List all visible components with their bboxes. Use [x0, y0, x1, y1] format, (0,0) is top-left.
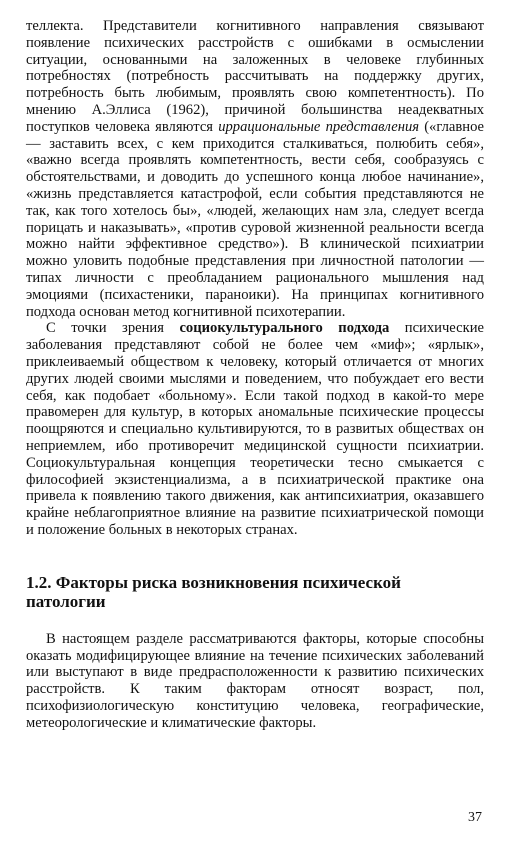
page-number: 37	[468, 810, 482, 825]
main-text	[26, 18, 484, 539]
paragraph-cognitive-approach	[26, 18, 484, 320]
paragraph-sociocultural-approach	[26, 320, 484, 538]
paragraph-text: («главное — заставить всех, с кем приходится сталкиваться, полюбить себя», «важно всегда проявлять компетентность, вести себя, сообразуясь с обстоятельствами, и доводить до успешного конца любое начинание», «жизнь представляется катастрофой, если события представляются не так, как того хотелось бы», «людей, желающих нам зла, следует всегда порицать и наказывать», «против суровой жизненной реальности всегда можно найти эффективное средство»). В клинической психиатрии можно уловить подобные представления при личностной патологии — типах личности с преобладанием рационального мышления над эмоциями (психастеники, параноики). На принципах когнитивного подхода основан метод когнитивной психотерапии.	[26, 118, 485, 320]
paragraph-text: психические заболевания представляют собой не более чем «миф»; «ярлык», приклеиваемый обществом к человеку, который отличается от многих других людей своими мыслями и поведением, что побуждает его вести себя, как подобает «больному». Если такой подход в какой-то мере правомерен для культур, в которых аномальные психические процессы поощряются и специально культивируются, то в развитых обществах он неприемлем, ибо противоречит медицинской сущности психиатрии. Социокультуральная концепция теоретически тесно смыкается с философией экзистенциализма, а в психиатрической практике она привела к появлению такого движения, как антипсихиатрия, оказавшего крайне неблагоприятное влияние на развитие психиатрической помощи и положение больных в некоторых странах.	[26, 320, 484, 538]
section-text	[26, 631, 484, 732]
paragraph-text: теллекта. Представители когнитивного направления связывают появление психических расстройств с ошибками в осмыслении ситуации, основанными на заложенных в человеке глубинных потребностях (потребность рассчитывать на поддержку других, потребность быть любимым, проявлять свою компетентность). По мнению А.Эллиса (1962), причиной большинства неадекватных поступков человека являются	[26, 18, 484, 135]
paragraph-risk-factors: В настоящем разделе рассматриваются факторы, которые способны оказать модифицирующее влияние на течение психических заболеваний или выступают в виде предрасположенности к развитию психических расстройств. К таким факторам относят возраст, пол, психофизиологическую конституцию человека, географические, метеорологические и климатические факторы.	[26, 630, 484, 731]
section-heading: 1.2. Факторы риска возникновения психической патологии	[26, 572, 401, 611]
paragraph-text: С точки зрения	[46, 320, 180, 337]
bold-term: социокультурального подхода	[179, 320, 390, 337]
emphasis-term: иррациональные представления	[218, 118, 420, 135]
